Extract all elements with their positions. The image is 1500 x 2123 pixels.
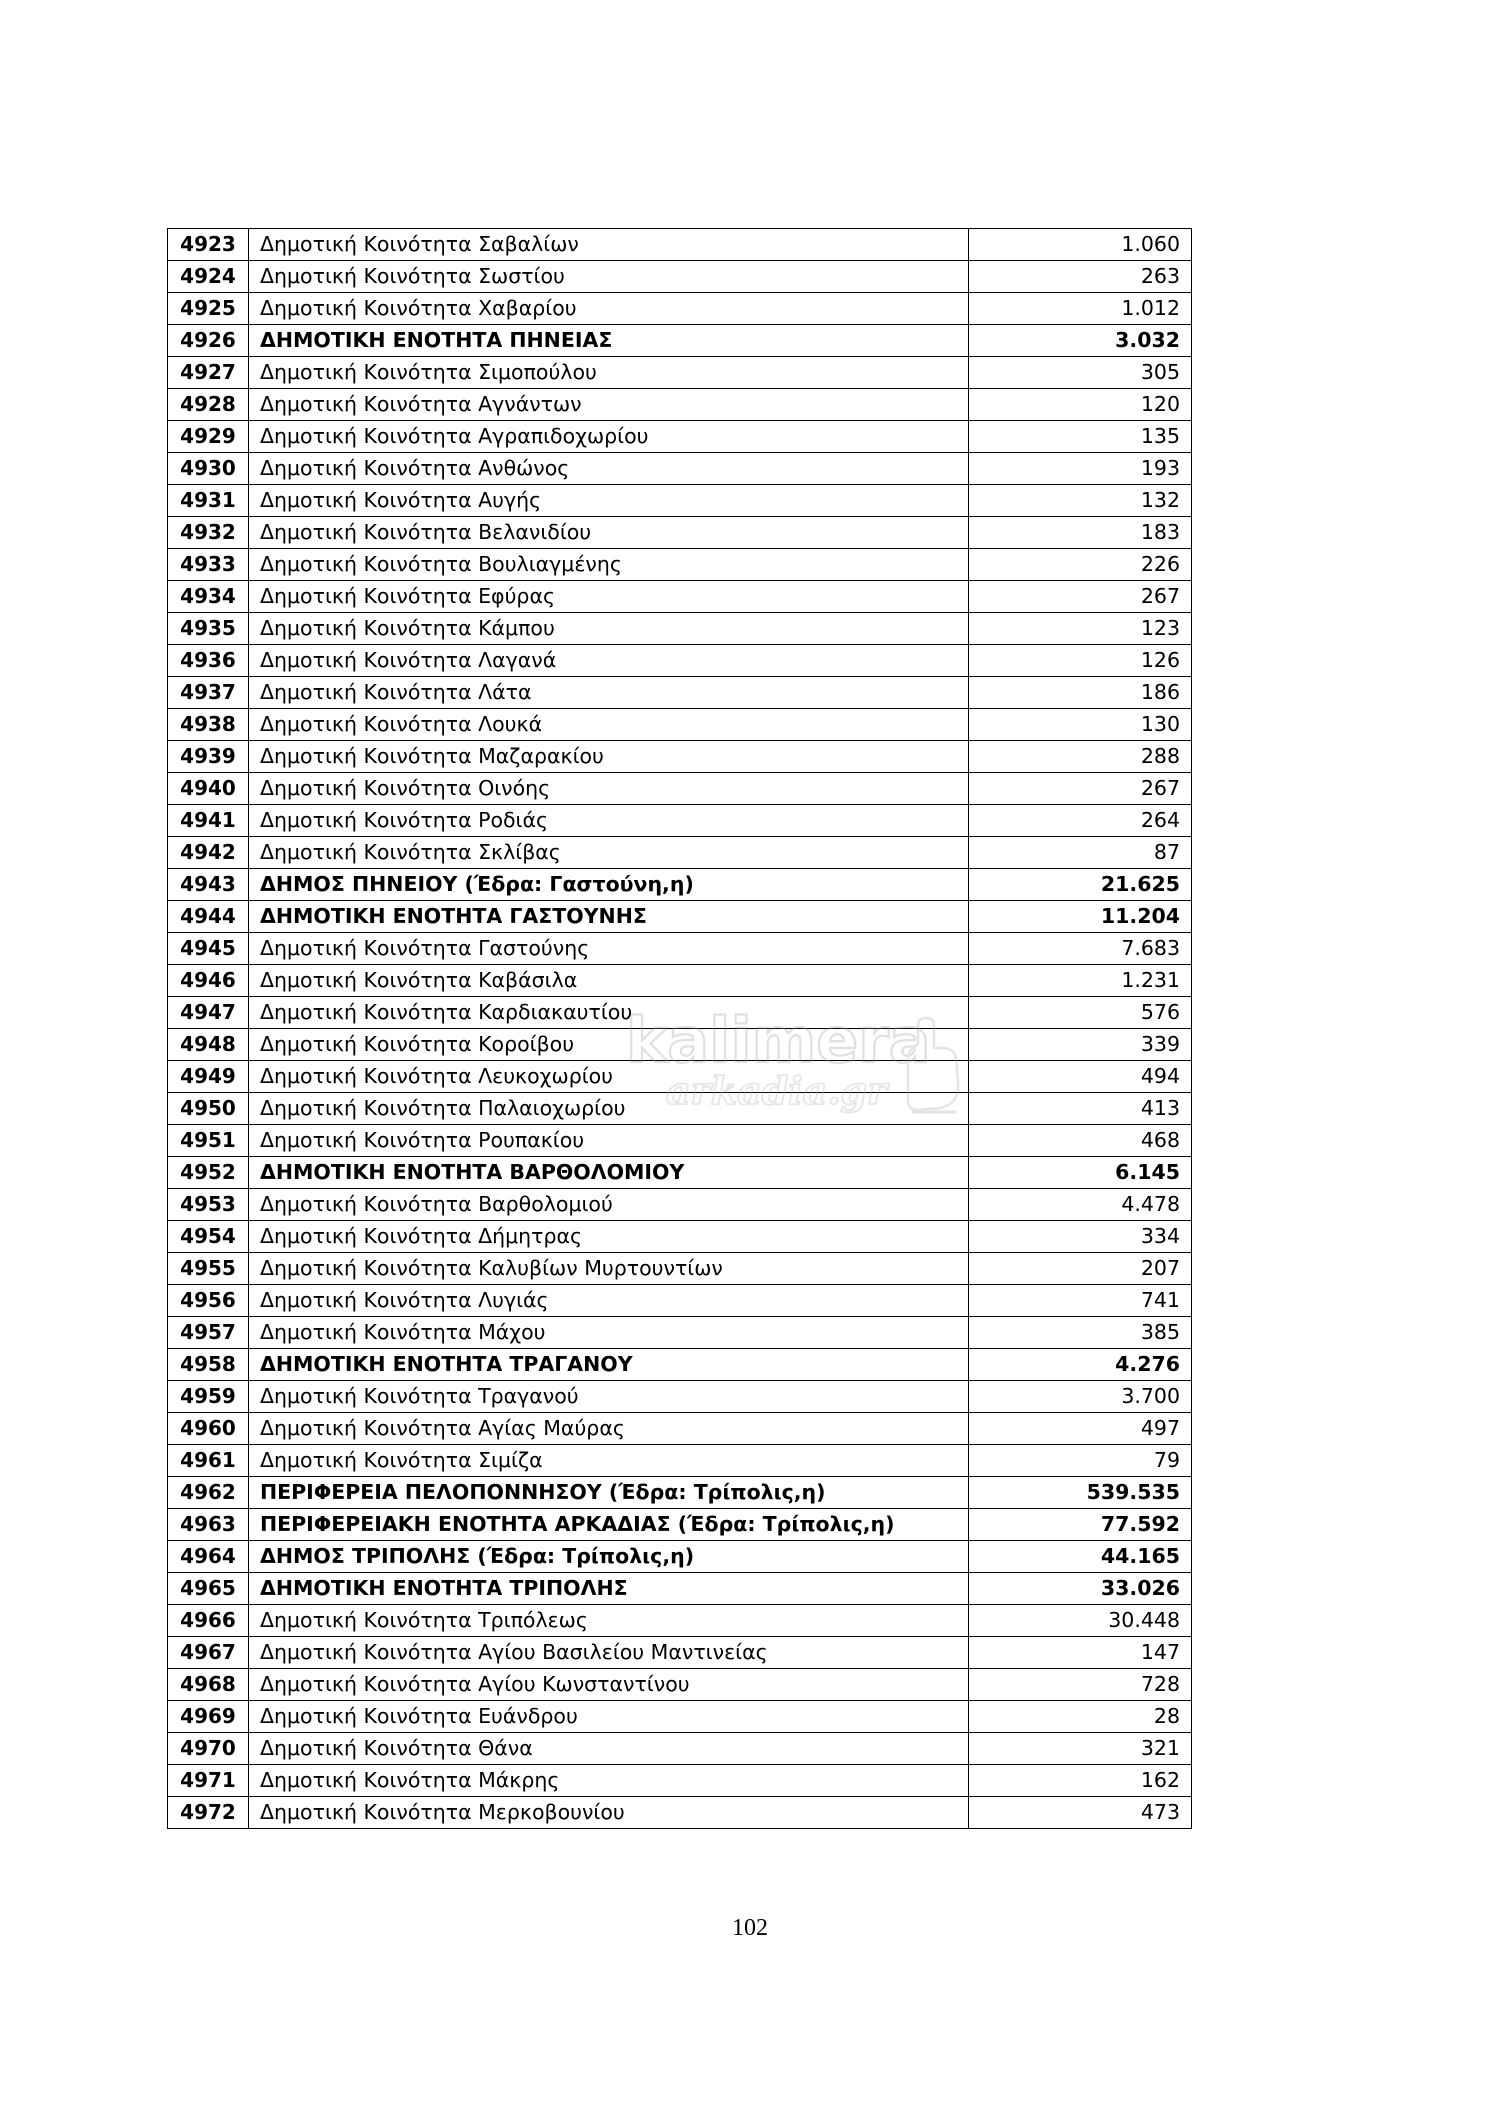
- row-id-cell: 4958: [168, 1349, 249, 1381]
- row-name-cell: Δημοτική Κοινότητα Καβάσιλα: [249, 965, 969, 997]
- row-name-cell: Δημοτική Κοινότητα Γαστούνης: [249, 933, 969, 965]
- row-id-cell: 4943: [168, 869, 249, 901]
- row-name-cell: ΠΕΡΙΦΕΡΕΙΑ ΠΕΛΟΠΟΝΝΗΣΟΥ (Έδρα: Τρίπολις,η): [249, 1477, 969, 1509]
- table-row: [168, 613, 1192, 645]
- table-row: [168, 1701, 1192, 1733]
- row-name-cell: Δημοτική Κοινότητα Σαβαλίων: [249, 229, 969, 261]
- row-id-cell: 4964: [168, 1541, 249, 1573]
- row-population-cell: 741: [969, 1285, 1192, 1317]
- row-population-cell: 1.231: [969, 965, 1192, 997]
- row-name-cell: Δημοτική Κοινότητα Ανθώνος: [249, 453, 969, 485]
- row-population-cell: 339: [969, 1029, 1192, 1061]
- row-id-cell: 4938: [168, 709, 249, 741]
- row-id-cell: 4947: [168, 997, 249, 1029]
- row-name-cell: Δημοτική Κοινότητα Αγραπιδοχωρίου: [249, 421, 969, 453]
- table-body: [168, 229, 1192, 1829]
- row-population-cell: 494: [969, 1061, 1192, 1093]
- row-population-cell: 4.276: [969, 1349, 1192, 1381]
- table-row: [168, 645, 1192, 677]
- row-name-cell: Δημοτική Κοινότητα Λάτα: [249, 677, 969, 709]
- row-population-cell: 77.592: [969, 1509, 1192, 1541]
- table-row: [168, 1509, 1192, 1541]
- row-population-cell: 79: [969, 1445, 1192, 1477]
- row-population-cell: 147: [969, 1637, 1192, 1669]
- row-population-cell: 305: [969, 357, 1192, 389]
- page-number: 102: [732, 1915, 768, 1941]
- row-population-cell: 288: [969, 741, 1192, 773]
- row-name-cell: Δημοτική Κοινότητα Βελανιδίου: [249, 517, 969, 549]
- row-population-cell: 30.448: [969, 1605, 1192, 1637]
- row-population-cell: 6.145: [969, 1157, 1192, 1189]
- row-population-cell: 413: [969, 1093, 1192, 1125]
- table-row: [168, 1189, 1192, 1221]
- row-id-cell: 4942: [168, 837, 249, 869]
- row-id-cell: 4927: [168, 357, 249, 389]
- row-population-cell: 1.060: [969, 229, 1192, 261]
- table-row: [168, 1573, 1192, 1605]
- row-id-cell: 4935: [168, 613, 249, 645]
- row-population-cell: 728: [969, 1669, 1192, 1701]
- row-name-cell: Δημοτική Κοινότητα Σωστίου: [249, 261, 969, 293]
- table-row: [168, 1797, 1192, 1829]
- row-id-cell: 4946: [168, 965, 249, 997]
- row-name-cell: Δημοτική Κοινότητα Οινόης: [249, 773, 969, 805]
- table-row: [168, 389, 1192, 421]
- row-id-cell: 4970: [168, 1733, 249, 1765]
- row-id-cell: 4934: [168, 581, 249, 613]
- row-name-cell: Δημοτική Κοινότητα Χαβαρίου: [249, 293, 969, 325]
- row-name-cell: Δημοτική Κοινότητα Καλυβίων Μυρτουντίων: [249, 1253, 969, 1285]
- row-id-cell: 4956: [168, 1285, 249, 1317]
- row-name-cell: Δημοτική Κοινότητα Σκλίβας: [249, 837, 969, 869]
- row-name-cell: ΔΗΜΟΤΙΚΗ ΕΝΟΤΗΤΑ ΠΗΝΕΙΑΣ: [249, 325, 969, 357]
- row-id-cell: 4933: [168, 549, 249, 581]
- row-name-cell: ΔΗΜΟΤΙΚΗ ΕΝΟΤΗΤΑ ΤΡΑΓΑΝΟΥ: [249, 1349, 969, 1381]
- row-id-cell: 4925: [168, 293, 249, 325]
- row-name-cell: Δημοτική Κοινότητα Καρδιακαυτίου: [249, 997, 969, 1029]
- table-row: [168, 549, 1192, 581]
- table-row: [168, 773, 1192, 805]
- table-row: [168, 1317, 1192, 1349]
- row-name-cell: Δημοτική Κοινότητα Λευκοχωρίου: [249, 1061, 969, 1093]
- table-row: [168, 1221, 1192, 1253]
- table-row: [168, 1541, 1192, 1573]
- row-name-cell: Δημοτική Κοινότητα Κοροίβου: [249, 1029, 969, 1061]
- row-population-cell: 264: [969, 805, 1192, 837]
- row-name-cell: Δημοτική Κοινότητα Σιμίζα: [249, 1445, 969, 1477]
- row-name-cell: Δημοτική Κοινότητα Αγίας Μαύρας: [249, 1413, 969, 1445]
- row-population-cell: 263: [969, 261, 1192, 293]
- row-id-cell: 4954: [168, 1221, 249, 1253]
- row-population-cell: 126: [969, 645, 1192, 677]
- row-population-cell: 539.535: [969, 1477, 1192, 1509]
- table-row: [168, 1125, 1192, 1157]
- row-population-cell: 576: [969, 997, 1192, 1029]
- row-id-cell: 4953: [168, 1189, 249, 1221]
- table-row: [168, 229, 1192, 261]
- row-name-cell: Δημοτική Κοινότητα Μερκοβουνίου: [249, 1797, 969, 1829]
- row-id-cell: 4937: [168, 677, 249, 709]
- row-population-cell: 44.165: [969, 1541, 1192, 1573]
- table-row: [168, 997, 1192, 1029]
- row-population-cell: 207: [969, 1253, 1192, 1285]
- row-name-cell: ΠΕΡΙΦΕΡΕΙΑΚΗ ΕΝΟΤΗΤΑ ΑΡΚΑΔΙΑΣ (Έδρα: Τρίπολις,η): [249, 1509, 969, 1541]
- row-population-cell: 21.625: [969, 869, 1192, 901]
- table-row: [168, 1413, 1192, 1445]
- table-row: [168, 293, 1192, 325]
- row-population-cell: 321: [969, 1733, 1192, 1765]
- row-population-cell: 123: [969, 613, 1192, 645]
- table-row: [168, 1733, 1192, 1765]
- table-row: [168, 1157, 1192, 1189]
- census-data-table: [167, 228, 1192, 1829]
- row-id-cell: 4929: [168, 421, 249, 453]
- row-population-cell: 4.478: [969, 1189, 1192, 1221]
- table-row: [168, 1093, 1192, 1125]
- row-population-cell: 473: [969, 1797, 1192, 1829]
- row-name-cell: Δημοτική Κοινότητα Ρουπακίου: [249, 1125, 969, 1157]
- row-population-cell: 3.032: [969, 325, 1192, 357]
- row-id-cell: 4931: [168, 485, 249, 517]
- row-population-cell: 87: [969, 837, 1192, 869]
- row-id-cell: 4969: [168, 1701, 249, 1733]
- table-row: [168, 1029, 1192, 1061]
- row-id-cell: 4940: [168, 773, 249, 805]
- row-id-cell: 4960: [168, 1413, 249, 1445]
- row-population-cell: 3.700: [969, 1381, 1192, 1413]
- row-id-cell: 4971: [168, 1765, 249, 1797]
- row-name-cell: ΔΗΜΟΣ ΠΗΝΕΙΟΥ (Έδρα: Γαστούνη,η): [249, 869, 969, 901]
- table-row: [168, 1445, 1192, 1477]
- table-row: [168, 741, 1192, 773]
- row-name-cell: Δημοτική Κοινότητα Μαζαρακίου: [249, 741, 969, 773]
- row-name-cell: Δημοτική Κοινότητα Μάκρης: [249, 1765, 969, 1797]
- row-population-cell: 226: [969, 549, 1192, 581]
- row-population-cell: 267: [969, 581, 1192, 613]
- row-name-cell: Δημοτική Κοινότητα Αυγής: [249, 485, 969, 517]
- row-population-cell: 162: [969, 1765, 1192, 1797]
- table-row: [168, 1381, 1192, 1413]
- row-name-cell: Δημοτική Κοινότητα Σιμοπούλου: [249, 357, 969, 389]
- row-id-cell: 4950: [168, 1093, 249, 1125]
- row-id-cell: 4959: [168, 1381, 249, 1413]
- row-id-cell: 4945: [168, 933, 249, 965]
- table-row: [168, 421, 1192, 453]
- table-row: [168, 1765, 1192, 1797]
- row-id-cell: 4936: [168, 645, 249, 677]
- table-row: [168, 1637, 1192, 1669]
- row-name-cell: Δημοτική Κοινότητα Αγίου Βασιλείου Μαντινείας: [249, 1637, 969, 1669]
- row-id-cell: 4939: [168, 741, 249, 773]
- row-id-cell: 4948: [168, 1029, 249, 1061]
- row-id-cell: 4928: [168, 389, 249, 421]
- row-name-cell: Δημοτική Κοινότητα Λαγανά: [249, 645, 969, 677]
- row-id-cell: 4965: [168, 1573, 249, 1605]
- row-name-cell: Δημοτική Κοινότητα Λυγιάς: [249, 1285, 969, 1317]
- row-name-cell: Δημοτική Κοινότητα Δήμητρας: [249, 1221, 969, 1253]
- row-name-cell: Δημοτική Κοινότητα Λουκά: [249, 709, 969, 741]
- table-row: [168, 1285, 1192, 1317]
- row-id-cell: 4932: [168, 517, 249, 549]
- table-row: [168, 965, 1192, 997]
- row-name-cell: Δημοτική Κοινότητα Μάχου: [249, 1317, 969, 1349]
- row-population-cell: 186: [969, 677, 1192, 709]
- row-population-cell: 7.683: [969, 933, 1192, 965]
- row-name-cell: Δημοτική Κοινότητα Τριπόλεως: [249, 1605, 969, 1637]
- row-population-cell: 468: [969, 1125, 1192, 1157]
- row-id-cell: 4968: [168, 1669, 249, 1701]
- row-population-cell: 132: [969, 485, 1192, 517]
- row-id-cell: 4924: [168, 261, 249, 293]
- row-name-cell: Δημοτική Κοινότητα Εφύρας: [249, 581, 969, 613]
- row-population-cell: 130: [969, 709, 1192, 741]
- row-population-cell: 120: [969, 389, 1192, 421]
- row-population-cell: 11.204: [969, 901, 1192, 933]
- row-name-cell: Δημοτική Κοινότητα Κάμπου: [249, 613, 969, 645]
- table-row: [168, 517, 1192, 549]
- row-name-cell: Δημοτική Κοινότητα Βουλιαγμένης: [249, 549, 969, 581]
- table-row: [168, 261, 1192, 293]
- table-row: [168, 453, 1192, 485]
- svg-text:kalimera: kalimera: [626, 1004, 931, 1077]
- table-row: [168, 1605, 1192, 1637]
- table-row: [168, 869, 1192, 901]
- row-population-cell: 193: [969, 453, 1192, 485]
- table-row: [168, 1477, 1192, 1509]
- row-id-cell: 4926: [168, 325, 249, 357]
- table-row: [168, 1669, 1192, 1701]
- row-id-cell: 4966: [168, 1605, 249, 1637]
- row-id-cell: 4941: [168, 805, 249, 837]
- table-row: [168, 1061, 1192, 1093]
- table-row: [168, 485, 1192, 517]
- table-row: [168, 837, 1192, 869]
- table-row: [168, 805, 1192, 837]
- row-name-cell: Δημοτική Κοινότητα Αγνάντων: [249, 389, 969, 421]
- row-id-cell: 4963: [168, 1509, 249, 1541]
- svg-text:arkadia.gr: arkadia.gr: [666, 1068, 888, 1113]
- row-name-cell: Δημοτική Κοινότητα Θάνα: [249, 1733, 969, 1765]
- row-id-cell: 4967: [168, 1637, 249, 1669]
- row-population-cell: 1.012: [969, 293, 1192, 325]
- table-row: [168, 325, 1192, 357]
- row-id-cell: 4949: [168, 1061, 249, 1093]
- row-id-cell: 4952: [168, 1157, 249, 1189]
- table-row: [168, 1349, 1192, 1381]
- row-name-cell: Δημοτική Κοινότητα Ευάνδρου: [249, 1701, 969, 1733]
- table-row: [168, 933, 1192, 965]
- row-population-cell: 28: [969, 1701, 1192, 1733]
- row-name-cell: Δημοτική Κοινότητα Βαρθολομιού: [249, 1189, 969, 1221]
- row-id-cell: 4957: [168, 1317, 249, 1349]
- row-name-cell: ΔΗΜΟΣ ΤΡΙΠΟΛΗΣ (Έδρα: Τρίπολις,η): [249, 1541, 969, 1573]
- row-population-cell: 497: [969, 1413, 1192, 1445]
- table-row: [168, 581, 1192, 613]
- row-id-cell: 4972: [168, 1797, 249, 1829]
- row-population-cell: 334: [969, 1221, 1192, 1253]
- table-row: [168, 901, 1192, 933]
- row-population-cell: 33.026: [969, 1573, 1192, 1605]
- row-name-cell: ΔΗΜΟΤΙΚΗ ΕΝΟΤΗΤΑ ΒΑΡΘΟΛΟΜΙΟΥ: [249, 1157, 969, 1189]
- row-id-cell: 4944: [168, 901, 249, 933]
- row-name-cell: Δημοτική Κοινότητα Τραγανού: [249, 1381, 969, 1413]
- row-population-cell: 267: [969, 773, 1192, 805]
- table-row: [168, 1253, 1192, 1285]
- table-row: [168, 357, 1192, 389]
- table-row: [168, 709, 1192, 741]
- table-row: [168, 677, 1192, 709]
- row-id-cell: 4961: [168, 1445, 249, 1477]
- row-name-cell: ΔΗΜΟΤΙΚΗ ΕΝΟΤΗΤΑ ΤΡΙΠΟΛΗΣ: [249, 1573, 969, 1605]
- row-population-cell: 385: [969, 1317, 1192, 1349]
- row-population-cell: 135: [969, 421, 1192, 453]
- row-name-cell: Δημοτική Κοινότητα Παλαιοχωρίου: [249, 1093, 969, 1125]
- row-id-cell: 4951: [168, 1125, 249, 1157]
- row-name-cell: Δημοτική Κοινότητα Ροδιάς: [249, 805, 969, 837]
- row-name-cell: Δημοτική Κοινότητα Αγίου Κωνσταντίνου: [249, 1669, 969, 1701]
- row-population-cell: 183: [969, 517, 1192, 549]
- row-id-cell: 4955: [168, 1253, 249, 1285]
- row-name-cell: ΔΗΜΟΤΙΚΗ ΕΝΟΤΗΤΑ ΓΑΣΤΟΥΝΗΣ: [249, 901, 969, 933]
- row-id-cell: 4923: [168, 229, 249, 261]
- row-id-cell: 4962: [168, 1477, 249, 1509]
- row-id-cell: 4930: [168, 453, 249, 485]
